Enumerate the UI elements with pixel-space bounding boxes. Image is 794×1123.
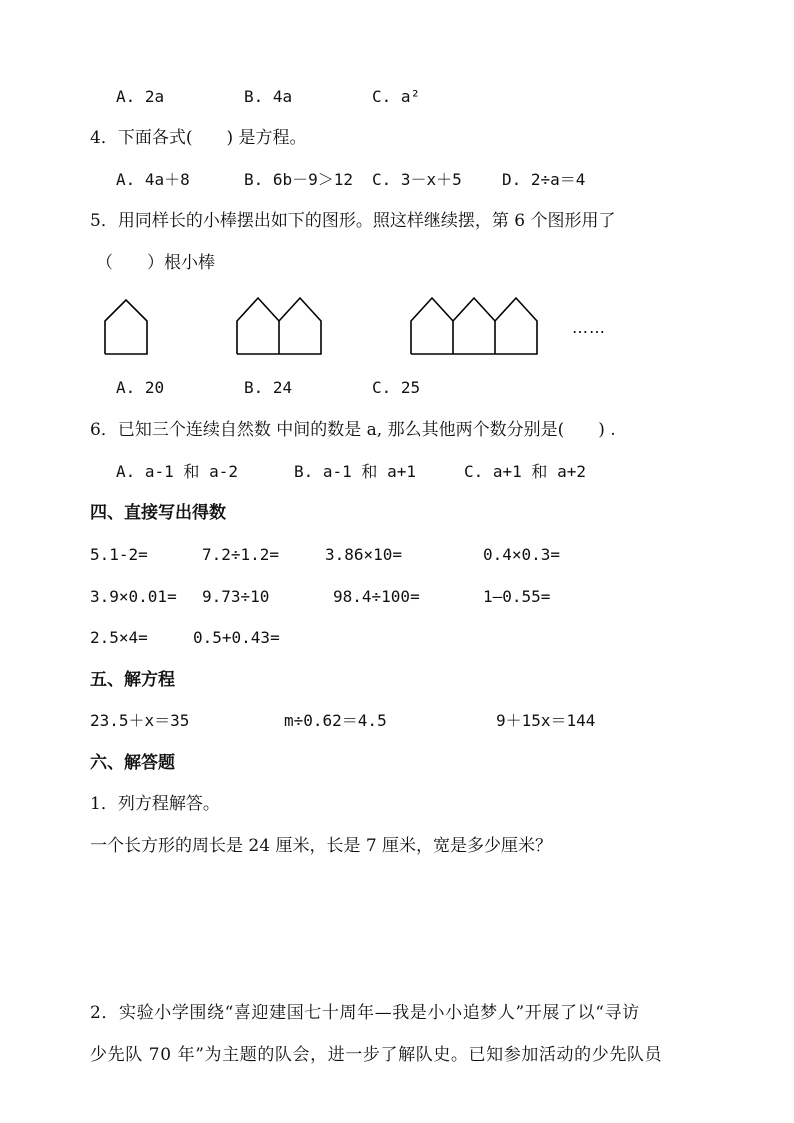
q3-option-c: C. a² <box>372 87 421 106</box>
equation-2: m÷0.62＝4.5 <box>284 711 387 730</box>
calc-item: 0.4×0.3= <box>483 545 561 564</box>
q5-option-c: C. 25 <box>372 378 421 397</box>
q6-2-line2: 少先队 70 年”为主题的队会，进一步了解队史。已知参加活动的少先队员 <box>90 1045 663 1065</box>
q4-option-a: A. 4a＋8 <box>116 170 190 189</box>
equation-1: 23.5＋x＝35 <box>90 711 190 730</box>
q6-1-label: 1．列方程解答。 <box>90 794 220 814</box>
section-6-title: 六、解答题 <box>90 753 175 773</box>
q6-option-c: C. a+1 和 a+2 <box>464 462 586 481</box>
calc-item: 3.86×10= <box>325 545 403 564</box>
q5-stem-line2: （ ）根小棒 <box>96 253 215 273</box>
calc-item: 98.4÷100= <box>333 587 420 606</box>
q5-stem: 5．用同样长的小棒摆出如下的图形。照这样继续摆，第 6 个图形用了 <box>90 211 616 231</box>
equation-3: 9＋15x＝144 <box>496 711 596 730</box>
calc-item: 1—0.55= <box>483 587 551 606</box>
house-figure-3 <box>411 298 537 354</box>
q6-option-a: A. a-1 和 a-2 <box>116 462 238 481</box>
q5-option-a: A. 20 <box>116 378 165 397</box>
q5-option-b: B. 24 <box>244 378 293 397</box>
q4-option-d: D. 2÷a＝4 <box>502 170 586 189</box>
q3-option-b: B. 4a <box>244 87 293 106</box>
ellipsis: …… <box>572 318 606 337</box>
q4-stem: 4．下面各式( ) 是方程。 <box>90 128 307 148</box>
calc-item: 0.5+0.43= <box>193 628 280 647</box>
house-figure-2 <box>237 298 321 354</box>
q6-2-line1: 2．实验小学围绕“喜迎建国七十周年—我是小小追梦人”开展了以“寻访 <box>90 1003 640 1023</box>
calc-item: 5.1-2= <box>90 545 148 564</box>
house-figure-1 <box>105 300 147 354</box>
section-5-title: 五、解方程 <box>90 670 175 690</box>
q3-option-a: A. 2a <box>116 87 165 106</box>
calc-item: 3.9×0.01= <box>90 587 177 606</box>
calc-item: 2.5×4= <box>90 628 148 647</box>
q4-option-b: B. 6b－9＞12 <box>244 170 354 189</box>
q4-option-c: C. 3－x＋5 <box>372 170 462 189</box>
q6-option-b: B. a-1 和 a+1 <box>294 462 416 481</box>
q6-stem: 6．已知三个连续自然数 中间的数是 a, 那么其他两个数分别是( ) . <box>90 420 616 440</box>
section-4-title: 四、直接写出得数 <box>90 503 226 523</box>
calc-item: 9.73÷10 <box>202 587 270 606</box>
calc-item: 7.2÷1.2= <box>202 545 280 564</box>
q6-1-text: 一个长方形的周长是 24 厘米，长是 7 厘米，宽是多少厘米？ <box>90 836 553 856</box>
